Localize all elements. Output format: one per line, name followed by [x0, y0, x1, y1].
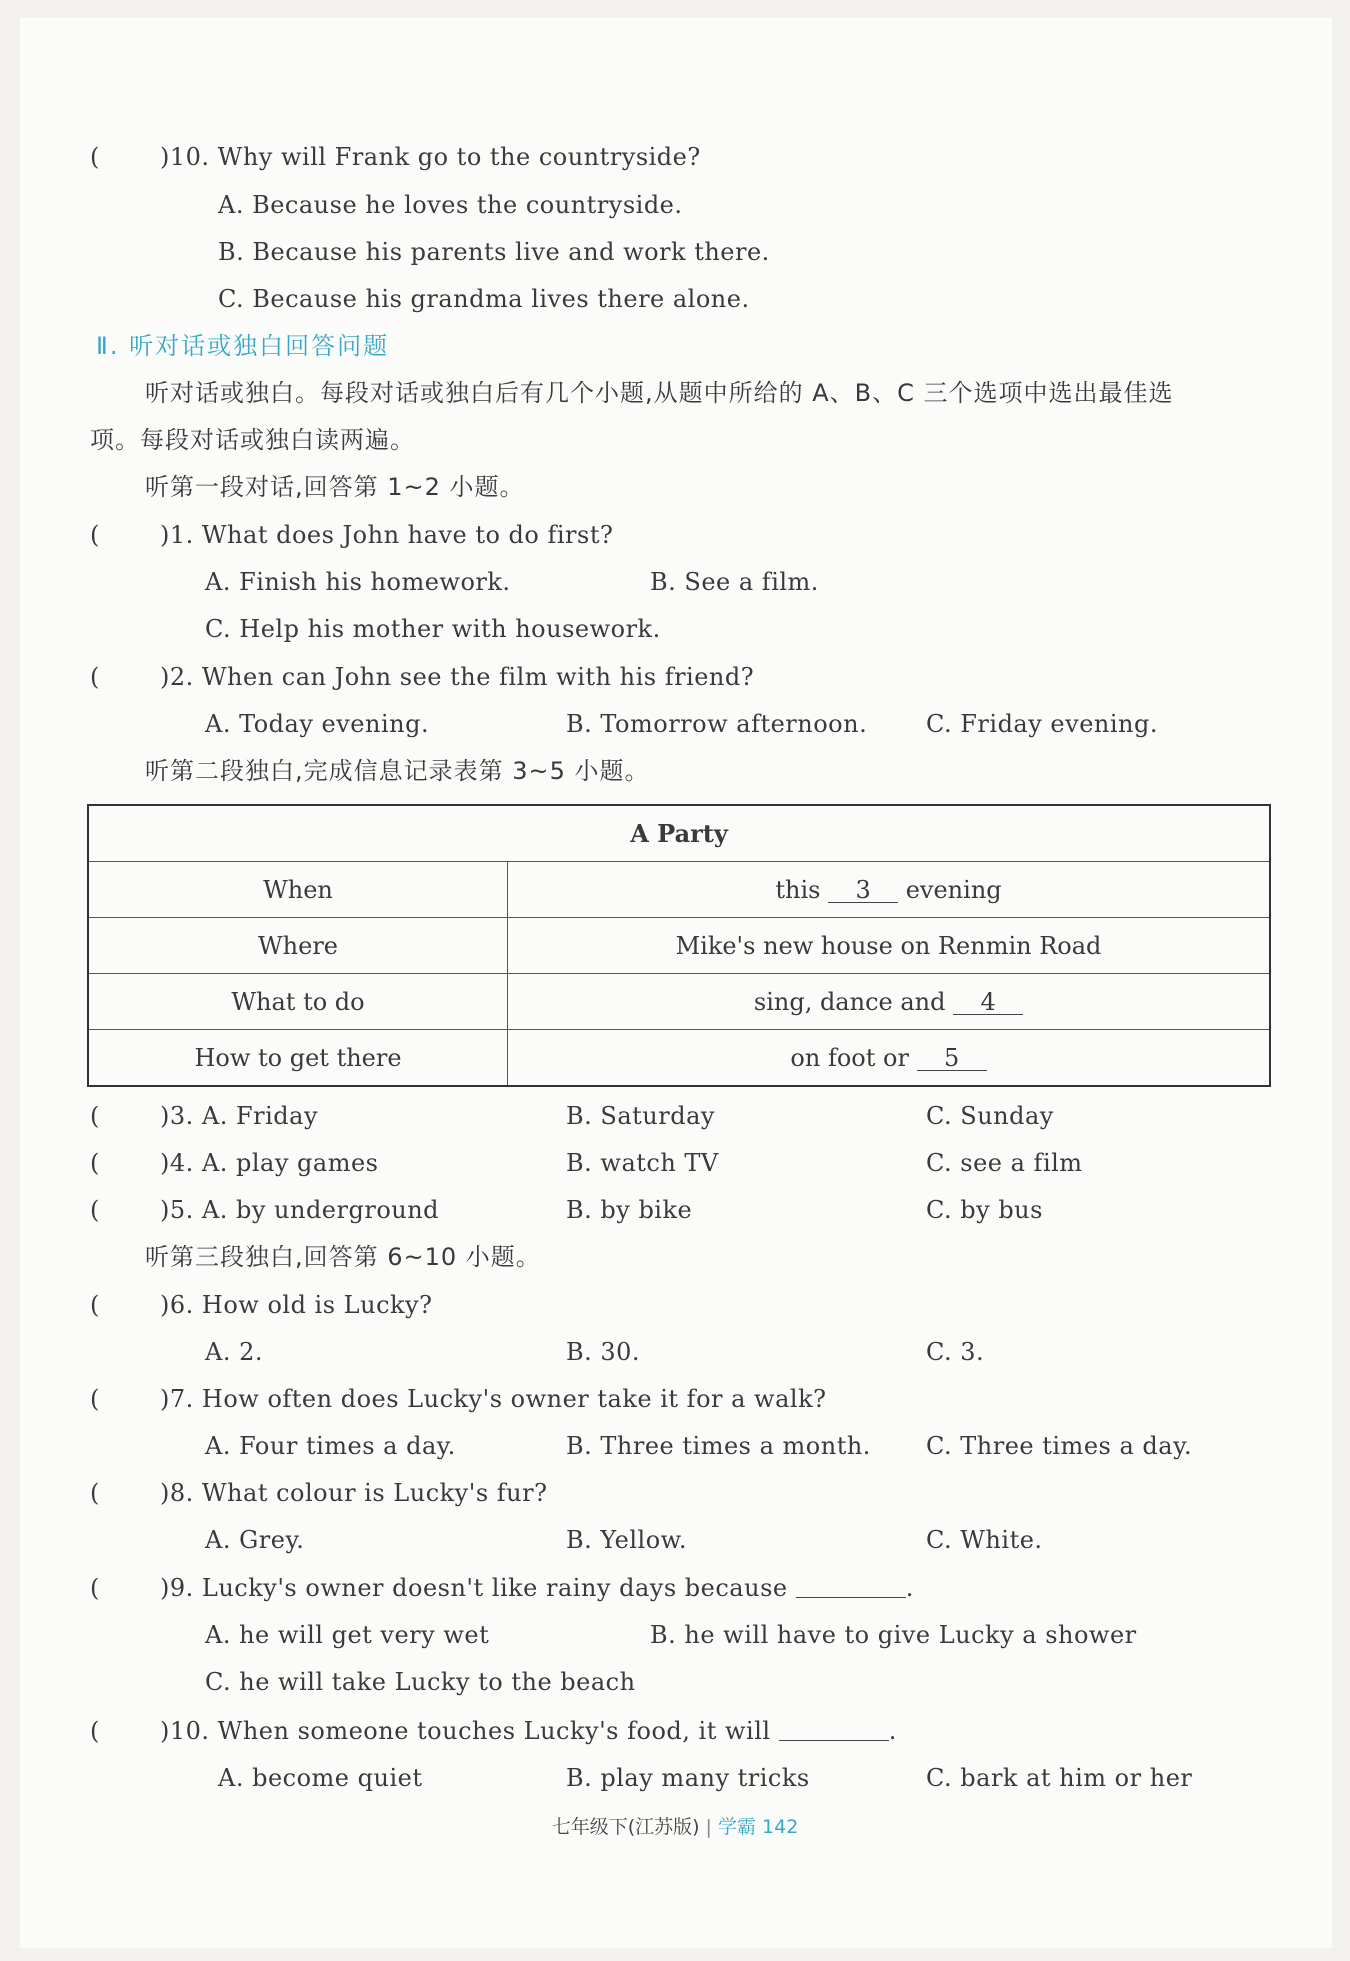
question-stem: )10. When someone touches Lucky's food, it will . — [160, 1717, 897, 1745]
table-row — [88, 862, 1270, 918]
question-stem: )1. What does John have to do first? — [160, 521, 614, 549]
page-footer: 七年级下(江苏版) | 学霸 142 — [551, 1816, 799, 1838]
question-stem: )7. How often does Lucky's owner take it for a walk? — [160, 1385, 827, 1413]
option-b: B. Saturday — [566, 1102, 715, 1130]
table-row — [88, 1030, 1270, 1087]
option-b: B. Because his parents live and work there. — [218, 238, 770, 266]
instruction-line-1: 听对话或独白。每段对话或独白后有几个小题,从题中所给的 A、B、C 三个选项中选出最佳选 — [145, 379, 1174, 407]
option-b: B. by bike — [566, 1196, 693, 1224]
option-a: A. Grey. — [205, 1526, 305, 1554]
option-c: C. bark at him or her — [926, 1764, 1193, 1792]
brand-label: 学霸 — [717, 1816, 756, 1838]
row-label: When — [88, 862, 508, 918]
option-b: B. he will have to give Lucky a shower — [650, 1621, 1137, 1649]
option-c: C. 3. — [926, 1338, 985, 1366]
option-c: C. Three times a day. — [926, 1432, 1193, 1460]
dialog-3-heading: 听第三段独白,回答第 6~10 小题。 — [145, 1243, 541, 1271]
row-label: What to do — [88, 974, 508, 1030]
option-a: A. Today evening. — [205, 710, 430, 738]
answer-paren: ( — [90, 1574, 100, 1602]
row-value: on foot or 5 — [508, 1030, 1271, 1087]
fill-blank[interactable] — [779, 1718, 889, 1741]
answer-paren: ( — [90, 1479, 100, 1507]
answer-paren: ( — [90, 1196, 100, 1224]
row-value: Mike's new house on Renmin Road — [508, 918, 1271, 974]
answer-paren: ( — [90, 1717, 100, 1745]
option-c: C. White. — [926, 1526, 1043, 1554]
table-row — [88, 974, 1270, 1030]
option-b: B. play many tricks — [566, 1764, 810, 1792]
option-a: A. become quiet — [218, 1764, 423, 1792]
option-c: C. Sunday — [926, 1102, 1054, 1130]
page-number: 142 — [762, 1816, 799, 1838]
answer-paren: ( — [90, 663, 100, 691]
question-stem: )9. Lucky's owner doesn't like rainy days because . — [160, 1574, 914, 1602]
answer-blank[interactable]: 4 — [953, 990, 1023, 1015]
question-stem: )2. When can John see the film with his friend? — [160, 663, 755, 691]
question-stem: )8. What colour is Lucky's fur? — [160, 1479, 548, 1507]
option-b: B. Yellow. — [566, 1526, 687, 1554]
instruction-line-2: 项。每段对话或独白读两遍。 — [90, 426, 415, 454]
grade-label: 七年级下(江苏版) — [551, 1816, 700, 1838]
question-stem: )5. A. by underground — [160, 1196, 440, 1224]
option-b: B. 30. — [566, 1338, 641, 1366]
question-stem: )3. A. Friday — [160, 1102, 319, 1130]
answer-paren: ( — [90, 143, 100, 171]
fill-blank[interactable] — [796, 1575, 906, 1598]
question-stem: )10. Why will Frank go to the countryside? — [160, 143, 701, 171]
question-stem: )6. How old is Lucky? — [160, 1291, 433, 1319]
option-a: A. Because he loves the countryside. — [218, 191, 683, 219]
option-b: B. watch TV — [566, 1149, 719, 1177]
table-title: A Party — [88, 805, 1270, 862]
option-c: C. he will take Lucky to the beach — [205, 1668, 636, 1696]
option-a: A. Finish his homework. — [205, 568, 511, 596]
option-a: A. 2. — [205, 1338, 263, 1366]
option-c: C. Because his grandma lives there alone. — [218, 285, 750, 313]
dialog-2-heading: 听第二段独白,完成信息记录表第 3~5 小题。 — [145, 757, 650, 785]
dialog-1-heading: 听第一段对话,回答第 1~2 小题。 — [145, 473, 525, 501]
option-c: C. see a film — [926, 1149, 1083, 1177]
answer-paren: ( — [90, 1291, 100, 1319]
option-b: B. See a film. — [650, 568, 819, 596]
answer-blank[interactable]: 3 — [828, 878, 898, 903]
question-stem: )4. A. play games — [160, 1149, 379, 1177]
row-value: this 3 evening — [508, 862, 1271, 918]
answer-paren: ( — [90, 1102, 100, 1130]
option-b: B. Tomorrow afternoon. — [566, 710, 868, 738]
table-row — [88, 918, 1270, 974]
answer-paren: ( — [90, 1149, 100, 1177]
option-c: C. Help his mother with housework. — [205, 615, 661, 643]
row-label: Where — [88, 918, 508, 974]
option-b: B. Three times a month. — [566, 1432, 871, 1460]
option-a: A. he will get very wet — [205, 1621, 490, 1649]
answer-paren: ( — [90, 1385, 100, 1413]
answer-blank[interactable]: 5 — [917, 1046, 987, 1071]
option-c: C. by bus — [926, 1196, 1043, 1224]
option-a: A. Four times a day. — [205, 1432, 456, 1460]
row-value: sing, dance and 4 — [508, 974, 1271, 1030]
answer-paren: ( — [90, 521, 100, 549]
section-title: Ⅱ. 听对话或独白回答问题 — [96, 332, 390, 360]
party-info-table — [87, 804, 1271, 1087]
row-label: How to get there — [88, 1030, 508, 1087]
option-c: C. Friday evening. — [926, 710, 1158, 738]
